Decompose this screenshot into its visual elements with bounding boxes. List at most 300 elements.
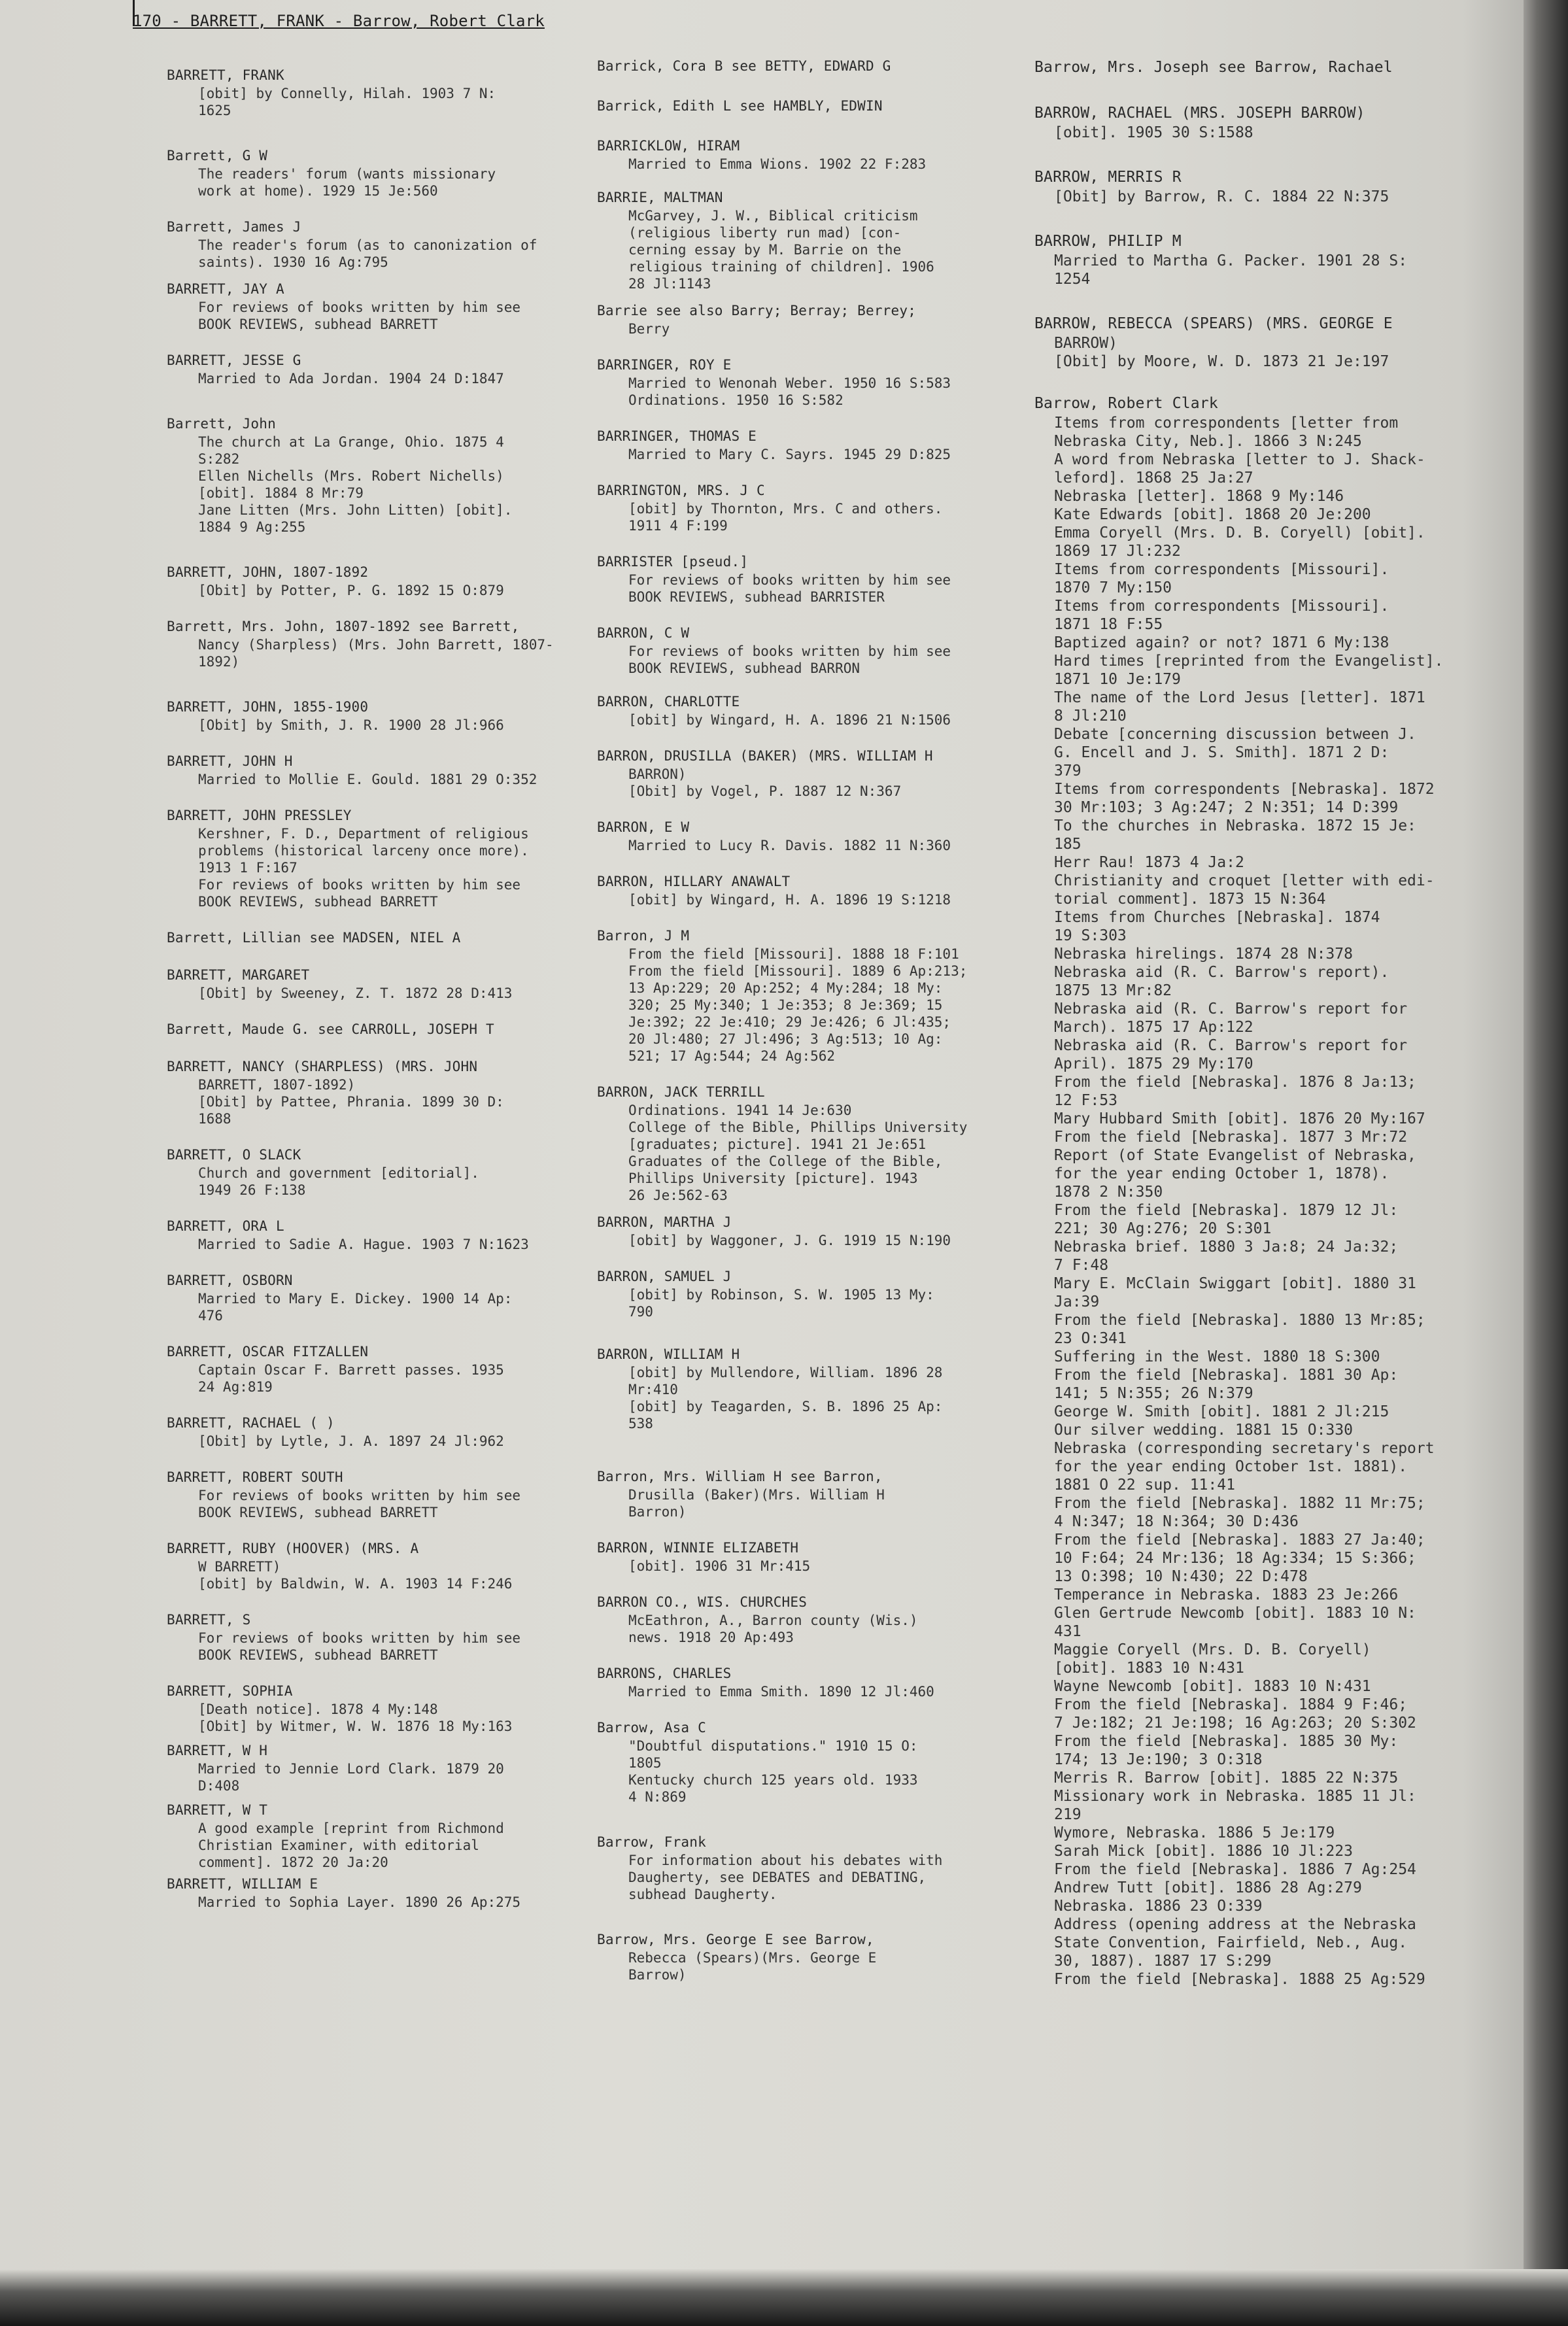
entry-citation-line: 1254 bbox=[1054, 271, 1091, 288]
entry-citation-line: Nebraska (corresponding secretary's report bbox=[1054, 1440, 1435, 1457]
entry-citation-line: Andrew Tutt [obit]. 1886 28 Ag:279 bbox=[1054, 1879, 1362, 1896]
entry-citation-line: Phillips University [picture]. 1943 bbox=[628, 1171, 918, 1186]
entry-citation-line: From the field [Nebraska]. 1885 30 My: bbox=[1054, 1733, 1399, 1750]
entry-citation-line: G. Encell and J. S. Smith]. 1871 2 D: bbox=[1054, 744, 1389, 761]
index-entry bbox=[597, 1268, 1002, 1320]
entry-heading: BARRINGER, ROY E bbox=[597, 357, 732, 373]
index-entry bbox=[597, 356, 1002, 408]
entry-citation-line: 20 Jl:480; 27 Jl:496; 3 Ag:513; 10 Ag: bbox=[628, 1031, 943, 1047]
entry-citation-line: 24 Ag:819 bbox=[198, 1379, 273, 1395]
index-entry bbox=[167, 67, 585, 118]
entry-heading: BARRETT, WILLIAM E bbox=[167, 1876, 318, 1892]
index-entry bbox=[597, 873, 1002, 908]
entry-citation-line: McGarvey, J. W., Biblical criticism bbox=[628, 208, 918, 224]
entry-heading: BARRIE, MALTMAN bbox=[597, 190, 723, 205]
entry-heading: BARRON, WINNIE ELIZABETH bbox=[597, 1540, 799, 1556]
entry-heading: Barrick, Edith L see HAMBLY, EDWIN bbox=[597, 98, 883, 114]
entry-heading: BARRON CO., WIS. CHURCHES bbox=[597, 1594, 808, 1610]
entry-heading: BARRON, E W bbox=[597, 819, 690, 835]
entry-citation-line: Church and government [editorial]. bbox=[198, 1165, 479, 1181]
entry-citation-line: For information about his debates with bbox=[628, 1853, 943, 1868]
column-3 bbox=[1034, 58, 1492, 1988]
entry-citation-line: "Doubtful disputations." 1910 15 O: bbox=[628, 1738, 918, 1754]
page-bottom-edge bbox=[0, 2269, 1568, 2326]
entry-citation-line: Ordinations. 1941 14 Je:630 bbox=[628, 1103, 852, 1118]
entry-citation-line: 521; 17 Ag:544; 24 Ag:562 bbox=[628, 1048, 836, 1064]
entry-citation-line: [obit] by Waggoner, J. G. 1919 15 N:190 bbox=[628, 1233, 951, 1248]
index-entry bbox=[167, 1146, 585, 1198]
entry-citation-line: BOOK REVIEWS, subhead BARRETT bbox=[198, 894, 438, 910]
entry-citation-line: BOOK REVIEWS, subhead BARRISTER bbox=[628, 589, 885, 605]
entry-heading: BARRONS, CHARLES bbox=[597, 1666, 732, 1681]
entry-citation-line: S:282 bbox=[198, 451, 240, 467]
entry-citation-line: 30, 1887). 1887 17 S:299 bbox=[1054, 1953, 1272, 1970]
entry-citation-line: Nebraska City, Neb.]. 1866 3 N:245 bbox=[1054, 433, 1362, 450]
entry-heading: BARRETT, JOHN PRESSLEY bbox=[167, 808, 352, 823]
entry-citation-line: 13 O:398; 10 N:430; 22 D:478 bbox=[1054, 1568, 1308, 1585]
entry-citation-line: From the field [Nebraska]. 1882 11 Mr:75; bbox=[1054, 1495, 1425, 1512]
entry-citation-line: BOOK REVIEWS, subhead BARRETT bbox=[198, 1505, 438, 1520]
entry-citation-line: To the churches in Nebraska. 1872 15 Je: bbox=[1054, 817, 1416, 834]
entry-heading: Barrow, Asa C bbox=[597, 1720, 706, 1736]
entry-heading: Barrow, Mrs. Joseph see Barrow, Rachael bbox=[1034, 59, 1393, 76]
entry-heading: BARROW, PHILIP M bbox=[1034, 233, 1182, 250]
page-right-edge bbox=[1524, 0, 1568, 2326]
entry-citation-line: From the field [Missouri]. 1889 6 Ap:213; bbox=[628, 963, 968, 979]
entry-citation-line: comment]. 1872 20 Ja:20 bbox=[198, 1855, 388, 1870]
entry-citation-line: 19 S:303 bbox=[1054, 927, 1127, 944]
entry-citation-line: 431 bbox=[1054, 1623, 1082, 1640]
index-entry bbox=[597, 1468, 1002, 1520]
entry-citation-line: Ellen Nichells (Mrs. Robert Nichells) bbox=[198, 468, 504, 484]
entry-citation-line: 1871 18 F:55 bbox=[1054, 616, 1163, 633]
entry-citation-line: From the field [Nebraska]. 1877 3 Mr:72 bbox=[1054, 1129, 1408, 1146]
entry-citation-line: BARRETT, 1807-1892) bbox=[198, 1077, 356, 1093]
entry-citation-line: 23 O:341 bbox=[1054, 1330, 1127, 1347]
entry-citation-line: saints). 1930 16 Ag:795 bbox=[198, 254, 388, 270]
entry-citation-line: Glen Gertrude Newcomb [obit]. 1883 10 N: bbox=[1054, 1605, 1416, 1622]
entry-citation-line: Daugherty, see DEBATES and DEBATING, bbox=[628, 1870, 927, 1885]
entry-citation-line: 1805 bbox=[628, 1755, 662, 1771]
entry-citation-line: Merris R. Barrow [obit]. 1885 22 N:375 bbox=[1054, 1770, 1399, 1787]
entry-citation-line: BOOK REVIEWS, subhead BARRETT bbox=[198, 316, 438, 332]
entry-citation-line: Rebecca (Spears)(Mrs. George E bbox=[628, 1950, 877, 1966]
entry-citation-line: 185 bbox=[1054, 836, 1082, 853]
entry-citation-line: [obit]. 1884 8 Mr:79 bbox=[198, 485, 364, 501]
entry-heading: BARROW, RACHAEL (MRS. JOSEPH BARROW) bbox=[1034, 105, 1365, 122]
index-entry bbox=[597, 1346, 1002, 1431]
entry-citation-line: Drusilla (Baker)(Mrs. William H bbox=[628, 1487, 885, 1503]
entry-heading: BARRETT, RACHAEL ( ) bbox=[167, 1415, 335, 1431]
entry-citation-line: [obit] by Baldwin, W. A. 1903 14 F:246 bbox=[198, 1576, 513, 1592]
entry-citation-line: Je:392; 22 Je:410; 29 Je:426; 6 Jl:435; bbox=[628, 1014, 951, 1030]
entry-heading: Barrett, G W bbox=[167, 148, 268, 163]
index-entry bbox=[167, 929, 585, 947]
entry-citation-line: [obit] by Mullendore, William. 1896 28 bbox=[628, 1365, 943, 1380]
index-entry bbox=[1034, 103, 1492, 141]
entry-citation-line: BARROW) bbox=[1054, 335, 1117, 352]
entry-heading: BARRON, MARTHA J bbox=[597, 1214, 732, 1230]
entry-citation-line: 538 bbox=[628, 1416, 653, 1431]
entry-heading: Barrow, Mrs. George E see Barrow, bbox=[597, 1932, 874, 1947]
entry-heading: Barrow, Robert Clark bbox=[1034, 395, 1218, 412]
entry-citation-line: religious training of children]. 1906 bbox=[628, 259, 934, 275]
entry-citation-line: George W. Smith [obit]. 1881 2 Jl:215 bbox=[1054, 1403, 1389, 1420]
entry-citation-line: Address (opening address at the Nebraska bbox=[1054, 1916, 1416, 1933]
entry-citation-line: 1871 10 Je:179 bbox=[1054, 671, 1181, 688]
index-entry bbox=[597, 1719, 1002, 1805]
entry-citation-line: Report (of State Evangelist of Nebraska, bbox=[1054, 1147, 1416, 1164]
entry-heading: BARRETT, JOHN, 1855-1900 bbox=[167, 699, 369, 715]
entry-citation-line: From the field [Nebraska]. 1880 13 Mr:85; bbox=[1054, 1312, 1425, 1329]
entry-citation-line: Mr:410 bbox=[628, 1382, 678, 1397]
entry-heading: Barron, J M bbox=[597, 928, 690, 944]
entry-citation-line: Our silver wedding. 1881 15 O:330 bbox=[1054, 1422, 1353, 1439]
entry-citation-line: 1878 2 N:350 bbox=[1054, 1184, 1163, 1201]
entry-citation-line: Items from correspondents [Missouri]. bbox=[1054, 561, 1389, 578]
entry-citation-line: Nebraska aid (R. C. Barrow's report). bbox=[1054, 964, 1389, 981]
entry-citation-line: Nebraska brief. 1880 3 Ja:8; 24 Ja:32; bbox=[1054, 1239, 1399, 1256]
entry-citation-line: 1875 13 Mr:82 bbox=[1054, 982, 1172, 999]
index-entry bbox=[167, 1272, 585, 1324]
entry-citation-line: From the field [Nebraska]. 1884 9 F:46; bbox=[1054, 1696, 1408, 1713]
entry-citation-line: 219 bbox=[1054, 1806, 1082, 1823]
index-entry bbox=[1034, 231, 1492, 288]
entry-citation-line: 10 F:64; 24 Mr:136; 18 Ag:334; 15 S:366; bbox=[1054, 1550, 1416, 1567]
entry-citation-line: The readers' forum (wants missionary bbox=[198, 166, 496, 182]
entry-citation-line: 1869 17 Jl:232 bbox=[1054, 543, 1181, 560]
entry-citation-line: 221; 30 Ag:276; 20 S:301 bbox=[1054, 1220, 1272, 1237]
entry-citation-line: Missionary work in Nebraska. 1885 11 Jl: bbox=[1054, 1788, 1416, 1805]
entry-heading: BARRON, C W bbox=[597, 625, 690, 641]
entry-citation-line: [obit]. 1883 10 N:431 bbox=[1054, 1660, 1244, 1677]
entry-citation-line: Berry bbox=[628, 321, 670, 337]
entry-citation-line: The reader's forum (as to canonization of bbox=[198, 237, 537, 253]
entry-citation-line: [obit] by Wingard, H. A. 1896 21 N:1506 bbox=[628, 712, 951, 728]
entry-citation-line: Wymore, Nebraska. 1886 5 Je:179 bbox=[1054, 1824, 1335, 1841]
entry-citation-line: Married to Emma Wions. 1902 22 F:283 bbox=[628, 156, 927, 172]
entry-citation-line: Mary Hubbard Smith [obit]. 1876 20 My:167 bbox=[1054, 1110, 1425, 1127]
entry-heading: BARRISTER [pseud.] bbox=[597, 554, 749, 570]
entry-citation-line: 4 N:869 bbox=[628, 1789, 687, 1805]
entry-citation-line: 1949 26 F:138 bbox=[198, 1182, 306, 1198]
index-entry bbox=[167, 1469, 585, 1520]
index-entry bbox=[1034, 314, 1492, 370]
entry-citation-line: For reviews of books written by him see bbox=[198, 1488, 521, 1503]
entry-citation-line: 12 F:53 bbox=[1054, 1092, 1117, 1109]
entry-citation-line: 1913 1 F:167 bbox=[198, 860, 298, 876]
entry-citation-line: From the field [Nebraska]. 1876 8 Ja:13; bbox=[1054, 1074, 1416, 1091]
entry-citation-line: A good example [reprint from Richmond bbox=[198, 1821, 504, 1836]
entry-citation-line: 7 F:48 bbox=[1054, 1257, 1109, 1274]
entry-heading: BARRETT, JESSE G bbox=[167, 352, 301, 368]
entry-citation-line: From the field [Nebraska]. 1888 25 Ag:529 bbox=[1054, 1971, 1425, 1988]
entry-heading: BARRETT, MARGARET bbox=[167, 967, 310, 983]
entry-citation-line: torial comment]. 1873 15 N:364 bbox=[1054, 891, 1326, 908]
index-entry bbox=[597, 97, 1002, 115]
entry-citation-line: [graduates; picture]. 1941 21 Je:651 bbox=[628, 1137, 927, 1152]
entry-citation-line: Emma Coryell (Mrs. D. B. Coryell) [obit]. bbox=[1054, 524, 1425, 541]
entry-heading: BARRETT, OSBORN bbox=[167, 1273, 293, 1288]
entry-heading: Barrow, Frank bbox=[597, 1834, 706, 1850]
index-entry bbox=[167, 564, 585, 598]
entry-citation-line: problems (historical larceny once more). bbox=[198, 843, 529, 859]
index-entry bbox=[597, 302, 1002, 337]
entry-citation-line: The name of the Lord Jesus [letter]. 1871 bbox=[1054, 689, 1425, 706]
entry-heading: Barrick, Cora B see BETTY, EDWARD G bbox=[597, 58, 891, 74]
entry-heading: Barrett, James J bbox=[167, 219, 301, 235]
entry-citation-line: Nancy (Sharpless) (Mrs. John Barrett, 1807- bbox=[198, 637, 554, 653]
entry-citation-line: Items from correspondents [Nebraska]. 1872 bbox=[1054, 781, 1435, 798]
entry-citation-line: 13 Ap:229; 20 Ap:252; 4 My:284; 18 My: bbox=[628, 980, 943, 996]
entry-citation-line: Barrow) bbox=[628, 1967, 687, 1983]
entry-heading: Barrett, Maude G. see CARROLL, JOSEPH T bbox=[167, 1021, 494, 1037]
index-entry bbox=[597, 693, 1002, 728]
entry-heading: BARRINGER, THOMAS E bbox=[597, 428, 757, 444]
entry-citation-line: [Obit] by Moore, W. D. 1873 21 Je:197 bbox=[1054, 353, 1389, 370]
entry-citation-line: Ordinations. 1950 16 S:582 bbox=[628, 392, 844, 408]
entry-citation-line: news. 1918 20 Ap:493 bbox=[628, 1630, 794, 1645]
entry-citation-line: For reviews of books written by him see bbox=[628, 572, 951, 588]
index-entry bbox=[597, 189, 1002, 292]
index-entry bbox=[167, 1218, 585, 1252]
entry-citation-line: [obit] by Teagarden, S. B. 1896 25 Ap: bbox=[628, 1399, 943, 1414]
entry-citation-line: From the field [Nebraska]. 1883 27 Ja:40; bbox=[1054, 1531, 1425, 1548]
index-entry bbox=[597, 1594, 1002, 1645]
column-1 bbox=[167, 58, 585, 1910]
entry-citation-line: Married to Ada Jordan. 1904 24 D:1847 bbox=[198, 371, 504, 386]
index-entry bbox=[167, 1611, 585, 1663]
index-entry bbox=[597, 1539, 1002, 1574]
index-entry bbox=[597, 428, 1002, 462]
entry-heading: BARRETT, FRANK bbox=[167, 67, 284, 83]
entry-citation-line: Temperance in Nebraska. 1883 23 Je:266 bbox=[1054, 1586, 1399, 1603]
entry-citation-line: Married to Emma Smith. 1890 12 Jl:460 bbox=[628, 1684, 934, 1700]
index-entry bbox=[597, 747, 1002, 799]
entry-heading: Barrett, John bbox=[167, 416, 276, 432]
entry-citation-line: Items from Churches [Nebraska]. 1874 bbox=[1054, 909, 1380, 926]
entry-citation-line: Nebraska aid (R. C. Barrow's report for bbox=[1054, 1001, 1408, 1018]
entry-heading: BARRETT, RUBY (HOOVER) (MRS. A bbox=[167, 1541, 419, 1556]
entry-heading: BARRON, HILLARY ANAWALT bbox=[597, 874, 791, 889]
entry-citation-line: The church at La Grange, Ohio. 1875 4 bbox=[198, 434, 504, 450]
entry-heading: BARRETT, OSCAR FITZALLEN bbox=[167, 1344, 369, 1360]
index-entry bbox=[597, 819, 1002, 853]
entry-citation-line: 141; 5 N:355; 26 N:379 bbox=[1054, 1385, 1253, 1402]
entry-citation-line: 1911 4 F:199 bbox=[628, 518, 728, 534]
entry-citation-line: 174; 13 Je:190; 3 O:318 bbox=[1054, 1751, 1263, 1768]
index-entry bbox=[597, 624, 1002, 676]
entry-citation-line: Items from correspondents [letter from bbox=[1054, 415, 1399, 432]
entry-citation-line: 1870 7 My:150 bbox=[1054, 579, 1172, 596]
entry-citation-line: Nebraska. 1886 23 O:339 bbox=[1054, 1898, 1263, 1915]
entry-citation-line: [obit] by Thornton, Mrs. C and others. bbox=[628, 501, 943, 517]
entry-citation-line: BOOK REVIEWS, subhead BARRON bbox=[628, 660, 861, 676]
entry-citation-line: [Obit] by Witmer, W. W. 1876 18 My:163 bbox=[198, 1719, 513, 1734]
entry-citation-line: [Obit] by Lytle, J. A. 1897 24 Jl:962 bbox=[198, 1433, 504, 1449]
entry-heading: Barrett, Mrs. John, 1807-1892 see Barrett, bbox=[167, 619, 520, 634]
entry-citation-line: McEathron, A., Barron county (Wis.) bbox=[628, 1613, 918, 1628]
index-entry bbox=[167, 1540, 585, 1592]
entry-heading: BARRETT, ORA L bbox=[167, 1218, 284, 1234]
entry-heading: BARRETT, JOHN, 1807-1892 bbox=[167, 564, 369, 580]
entry-citation-line: March). 1875 17 Ap:122 bbox=[1054, 1019, 1253, 1036]
entry-citation-line: [Obit] by Potter, P. G. 1892 15 O:879 bbox=[198, 583, 504, 598]
entry-citation-line: Married to Mary E. Dickey. 1900 14 Ap: bbox=[198, 1291, 513, 1307]
entry-citation-line: [Obit] by Sweeney, Z. T. 1872 28 D:413 bbox=[198, 985, 513, 1001]
entry-citation-line: Mary E. McClain Swiggart [obit]. 1880 31 bbox=[1054, 1275, 1416, 1292]
index-entry bbox=[167, 281, 585, 332]
entry-heading: BARRETT, ROBERT SOUTH bbox=[167, 1469, 343, 1485]
entry-citation-line: State Convention, Fairfield, Neb., Aug. bbox=[1054, 1934, 1408, 1951]
entry-citation-line: For reviews of books written by him see bbox=[198, 877, 521, 893]
entry-citation-line: 1884 9 Ag:255 bbox=[198, 519, 306, 535]
index-entry bbox=[167, 415, 585, 535]
entry-citation-line: Ja:39 bbox=[1054, 1293, 1100, 1310]
entry-citation-line: For reviews of books written by him see bbox=[198, 299, 521, 315]
entry-heading: BARRON, CHARLOTTE bbox=[597, 694, 740, 710]
entry-citation-line: 8 Jl:210 bbox=[1054, 708, 1127, 725]
entry-heading: BARROW, MERRIS R bbox=[1034, 169, 1182, 186]
entry-heading: BARRON, DRUSILLA (BAKER) (MRS. WILLIAM H bbox=[597, 748, 933, 764]
entry-citation-line: 476 bbox=[198, 1308, 223, 1324]
entry-citation-line: From the field [Missouri]. 1888 18 F:101 bbox=[628, 946, 959, 962]
entry-citation-line: Captain Oscar F. Barrett passes. 1935 bbox=[198, 1362, 504, 1378]
index-entry bbox=[167, 1802, 585, 1870]
entry-citation-line: From the field [Nebraska]. 1886 7 Ag:254 bbox=[1054, 1861, 1416, 1878]
entry-citation-line: From the field [Nebraska]. 1881 30 Ap: bbox=[1054, 1367, 1399, 1384]
entry-citation-line: subhead Daugherty. bbox=[628, 1887, 777, 1902]
entry-heading: BARRETT, JAY A bbox=[167, 281, 284, 297]
entry-citation-line: Barron) bbox=[628, 1504, 687, 1520]
entry-citation-line: [obit] by Robinson, S. W. 1905 13 My: bbox=[628, 1287, 934, 1303]
entry-citation-line: [obit]. 1906 31 Mr:415 bbox=[628, 1558, 811, 1574]
index-entry bbox=[167, 1343, 585, 1395]
index-entry bbox=[597, 1834, 1002, 1902]
index-entry bbox=[167, 1414, 585, 1449]
index-entry bbox=[167, 698, 585, 733]
entry-citation-line: Nebraska hirelings. 1874 28 N:378 bbox=[1054, 946, 1353, 963]
entry-citation-line: for the year ending October 1, 1878). bbox=[1054, 1165, 1389, 1182]
entry-citation-line: cerning essay by M. Barrie on the bbox=[628, 242, 902, 258]
entry-citation-line: [Obit] by Vogel, P. 1887 12 N:367 bbox=[628, 783, 902, 799]
column-2 bbox=[597, 58, 1002, 1983]
index-entry bbox=[1034, 167, 1492, 205]
entry-citation-line: College of the Bible, Phillips University bbox=[628, 1120, 968, 1135]
entry-citation-line: 1881 O 22 sup. 11:41 bbox=[1054, 1477, 1235, 1494]
entry-citation-line: 379 bbox=[1054, 762, 1082, 779]
entry-citation-line: work at home). 1929 15 Je:560 bbox=[198, 183, 438, 199]
entry-citation-line: A word from Nebraska [letter to J. Shack- bbox=[1054, 451, 1425, 468]
index-entry bbox=[597, 137, 1002, 172]
entry-heading: BARRETT, NANCY (SHARPLESS) (MRS. JOHN bbox=[167, 1059, 478, 1074]
entry-citation-line: 30 Mr:103; 3 Ag:247; 2 N:351; 14 D:399 bbox=[1054, 799, 1399, 816]
entry-citation-line: [Obit] by Smith, J. R. 1900 28 Jl:966 bbox=[198, 717, 504, 733]
entry-citation-line: Married to Mary C. Sayrs. 1945 29 D:825 bbox=[628, 447, 951, 462]
entry-citation-line: 1892) bbox=[198, 654, 240, 670]
page-header: 170 - BARRETT, FRANK - Barrow, Robert Clark bbox=[133, 12, 545, 30]
entry-citation-line: D:408 bbox=[198, 1778, 240, 1794]
index-entry bbox=[167, 147, 585, 199]
index-entry bbox=[167, 1683, 585, 1734]
entry-citation-line: BARRON) bbox=[628, 766, 687, 782]
entry-citation-line: 28 Jl:1143 bbox=[628, 276, 711, 292]
entry-heading: BARRON, SAMUEL J bbox=[597, 1269, 732, 1284]
entry-citation-line: Items from correspondents [Missouri]. bbox=[1054, 598, 1389, 615]
index-entry bbox=[1034, 58, 1492, 77]
entry-citation-line: Married to Sadie A. Hague. 1903 7 N:1623 bbox=[198, 1237, 529, 1252]
entry-heading: BARRON, WILLIAM H bbox=[597, 1346, 740, 1362]
entry-heading: BARRICKLOW, HIRAM bbox=[597, 138, 740, 154]
entry-citation-line: leford]. 1868 25 Ja:27 bbox=[1054, 470, 1253, 487]
index-entry bbox=[167, 1875, 585, 1910]
entry-citation-line: From the field [Nebraska]. 1879 12 Jl: bbox=[1054, 1202, 1399, 1219]
entry-citation-line: Suffering in the West. 1880 18 S:300 bbox=[1054, 1348, 1380, 1365]
index-entry bbox=[597, 58, 1002, 75]
index-entry bbox=[597, 553, 1002, 605]
entry-citation-line: Sarah Mick [obit]. 1886 10 Jl:223 bbox=[1054, 1843, 1353, 1860]
entry-heading: BARRINGTON, MRS. J C bbox=[597, 483, 765, 498]
index-entry bbox=[167, 966, 585, 1001]
entry-citation-line: (religious liberty run mad) [con- bbox=[628, 225, 902, 241]
entry-citation-line: [obit] by Wingard, H. A. 1896 19 S:1218 bbox=[628, 892, 951, 908]
entry-citation-line: [obit]. 1905 30 S:1588 bbox=[1054, 124, 1253, 141]
index-entry bbox=[167, 618, 585, 670]
index-entry bbox=[167, 1742, 585, 1794]
entry-citation-line: Nebraska [letter]. 1868 9 My:146 bbox=[1054, 488, 1344, 505]
entry-citation-line: Married to Jennie Lord Clark. 1879 20 bbox=[198, 1761, 504, 1777]
index-entry bbox=[167, 753, 585, 787]
entry-citation-line: For reviews of books written by him see bbox=[628, 643, 951, 659]
entry-citation-line: [Obit] by Barrow, R. C. 1884 22 N:375 bbox=[1054, 188, 1389, 205]
entry-citation-line: 1625 bbox=[198, 103, 231, 118]
entry-heading: BARRETT, S bbox=[167, 1612, 251, 1628]
entry-heading: BARRETT, SOPHIA bbox=[167, 1683, 293, 1699]
index-entry bbox=[597, 1665, 1002, 1700]
entry-citation-line: Baptized again? or not? 1871 6 My:138 bbox=[1054, 634, 1389, 651]
index-entry bbox=[167, 807, 585, 910]
entry-citation-line: April). 1875 29 My:170 bbox=[1054, 1055, 1253, 1072]
entry-citation-line: Graduates of the College of the Bible, bbox=[628, 1154, 943, 1169]
entry-heading: BARRETT, O SLACK bbox=[167, 1147, 301, 1163]
index-entry bbox=[167, 1021, 585, 1038]
entry-citation-line: [Death notice]. 1878 4 My:148 bbox=[198, 1702, 438, 1717]
entry-heading: Barron, Mrs. William H see Barron, bbox=[597, 1469, 883, 1484]
entry-citation-line: Married to Lucy R. Davis. 1882 11 N:360 bbox=[628, 838, 951, 853]
entry-citation-line: [Obit] by Pattee, Phrania. 1899 30 D: bbox=[198, 1094, 504, 1110]
entry-citation-line: For reviews of books written by him see bbox=[198, 1630, 521, 1646]
index-entry bbox=[167, 218, 585, 270]
index-entry bbox=[167, 352, 585, 386]
entry-citation-line: Married to Martha G. Packer. 1901 28 S: bbox=[1054, 252, 1408, 269]
entry-citation-line: Wayne Newcomb [obit]. 1883 10 N:431 bbox=[1054, 1678, 1371, 1695]
entry-citation-line: 26 Je:562-63 bbox=[628, 1188, 728, 1203]
entry-citation-line: BOOK REVIEWS, subhead BARRETT bbox=[198, 1647, 438, 1663]
entry-citation-line: Herr Rau! 1873 4 Ja:2 bbox=[1054, 854, 1244, 871]
entry-citation-line: 1688 bbox=[198, 1111, 231, 1127]
entry-citation-line: Christianity and croquet [letter with edi- bbox=[1054, 872, 1435, 889]
entry-citation-line: Maggie Coryell (Mrs. D. B. Coryell) bbox=[1054, 1641, 1371, 1658]
entry-citation-line: Kate Edwards [obit]. 1868 20 Je:200 bbox=[1054, 506, 1371, 523]
entry-heading: BARRETT, JOHN H bbox=[167, 753, 293, 769]
entry-citation-line: W BARRETT) bbox=[198, 1559, 281, 1575]
entry-citation-line: Married to Wenonah Weber. 1950 16 S:583 bbox=[628, 375, 951, 391]
entry-citation-line: Nebraska aid (R. C. Barrow's report for bbox=[1054, 1037, 1408, 1054]
entry-heading: BARRON, JACK TERRILL bbox=[597, 1084, 765, 1100]
index-entry bbox=[597, 1931, 1002, 1983]
entry-citation-line: 320; 25 My:340; 1 Je:353; 8 Je:369; 15 bbox=[628, 997, 943, 1013]
entry-citation-line: 7 Je:182; 21 Je:198; 16 Ag:263; 20 S:302 bbox=[1054, 1715, 1416, 1732]
